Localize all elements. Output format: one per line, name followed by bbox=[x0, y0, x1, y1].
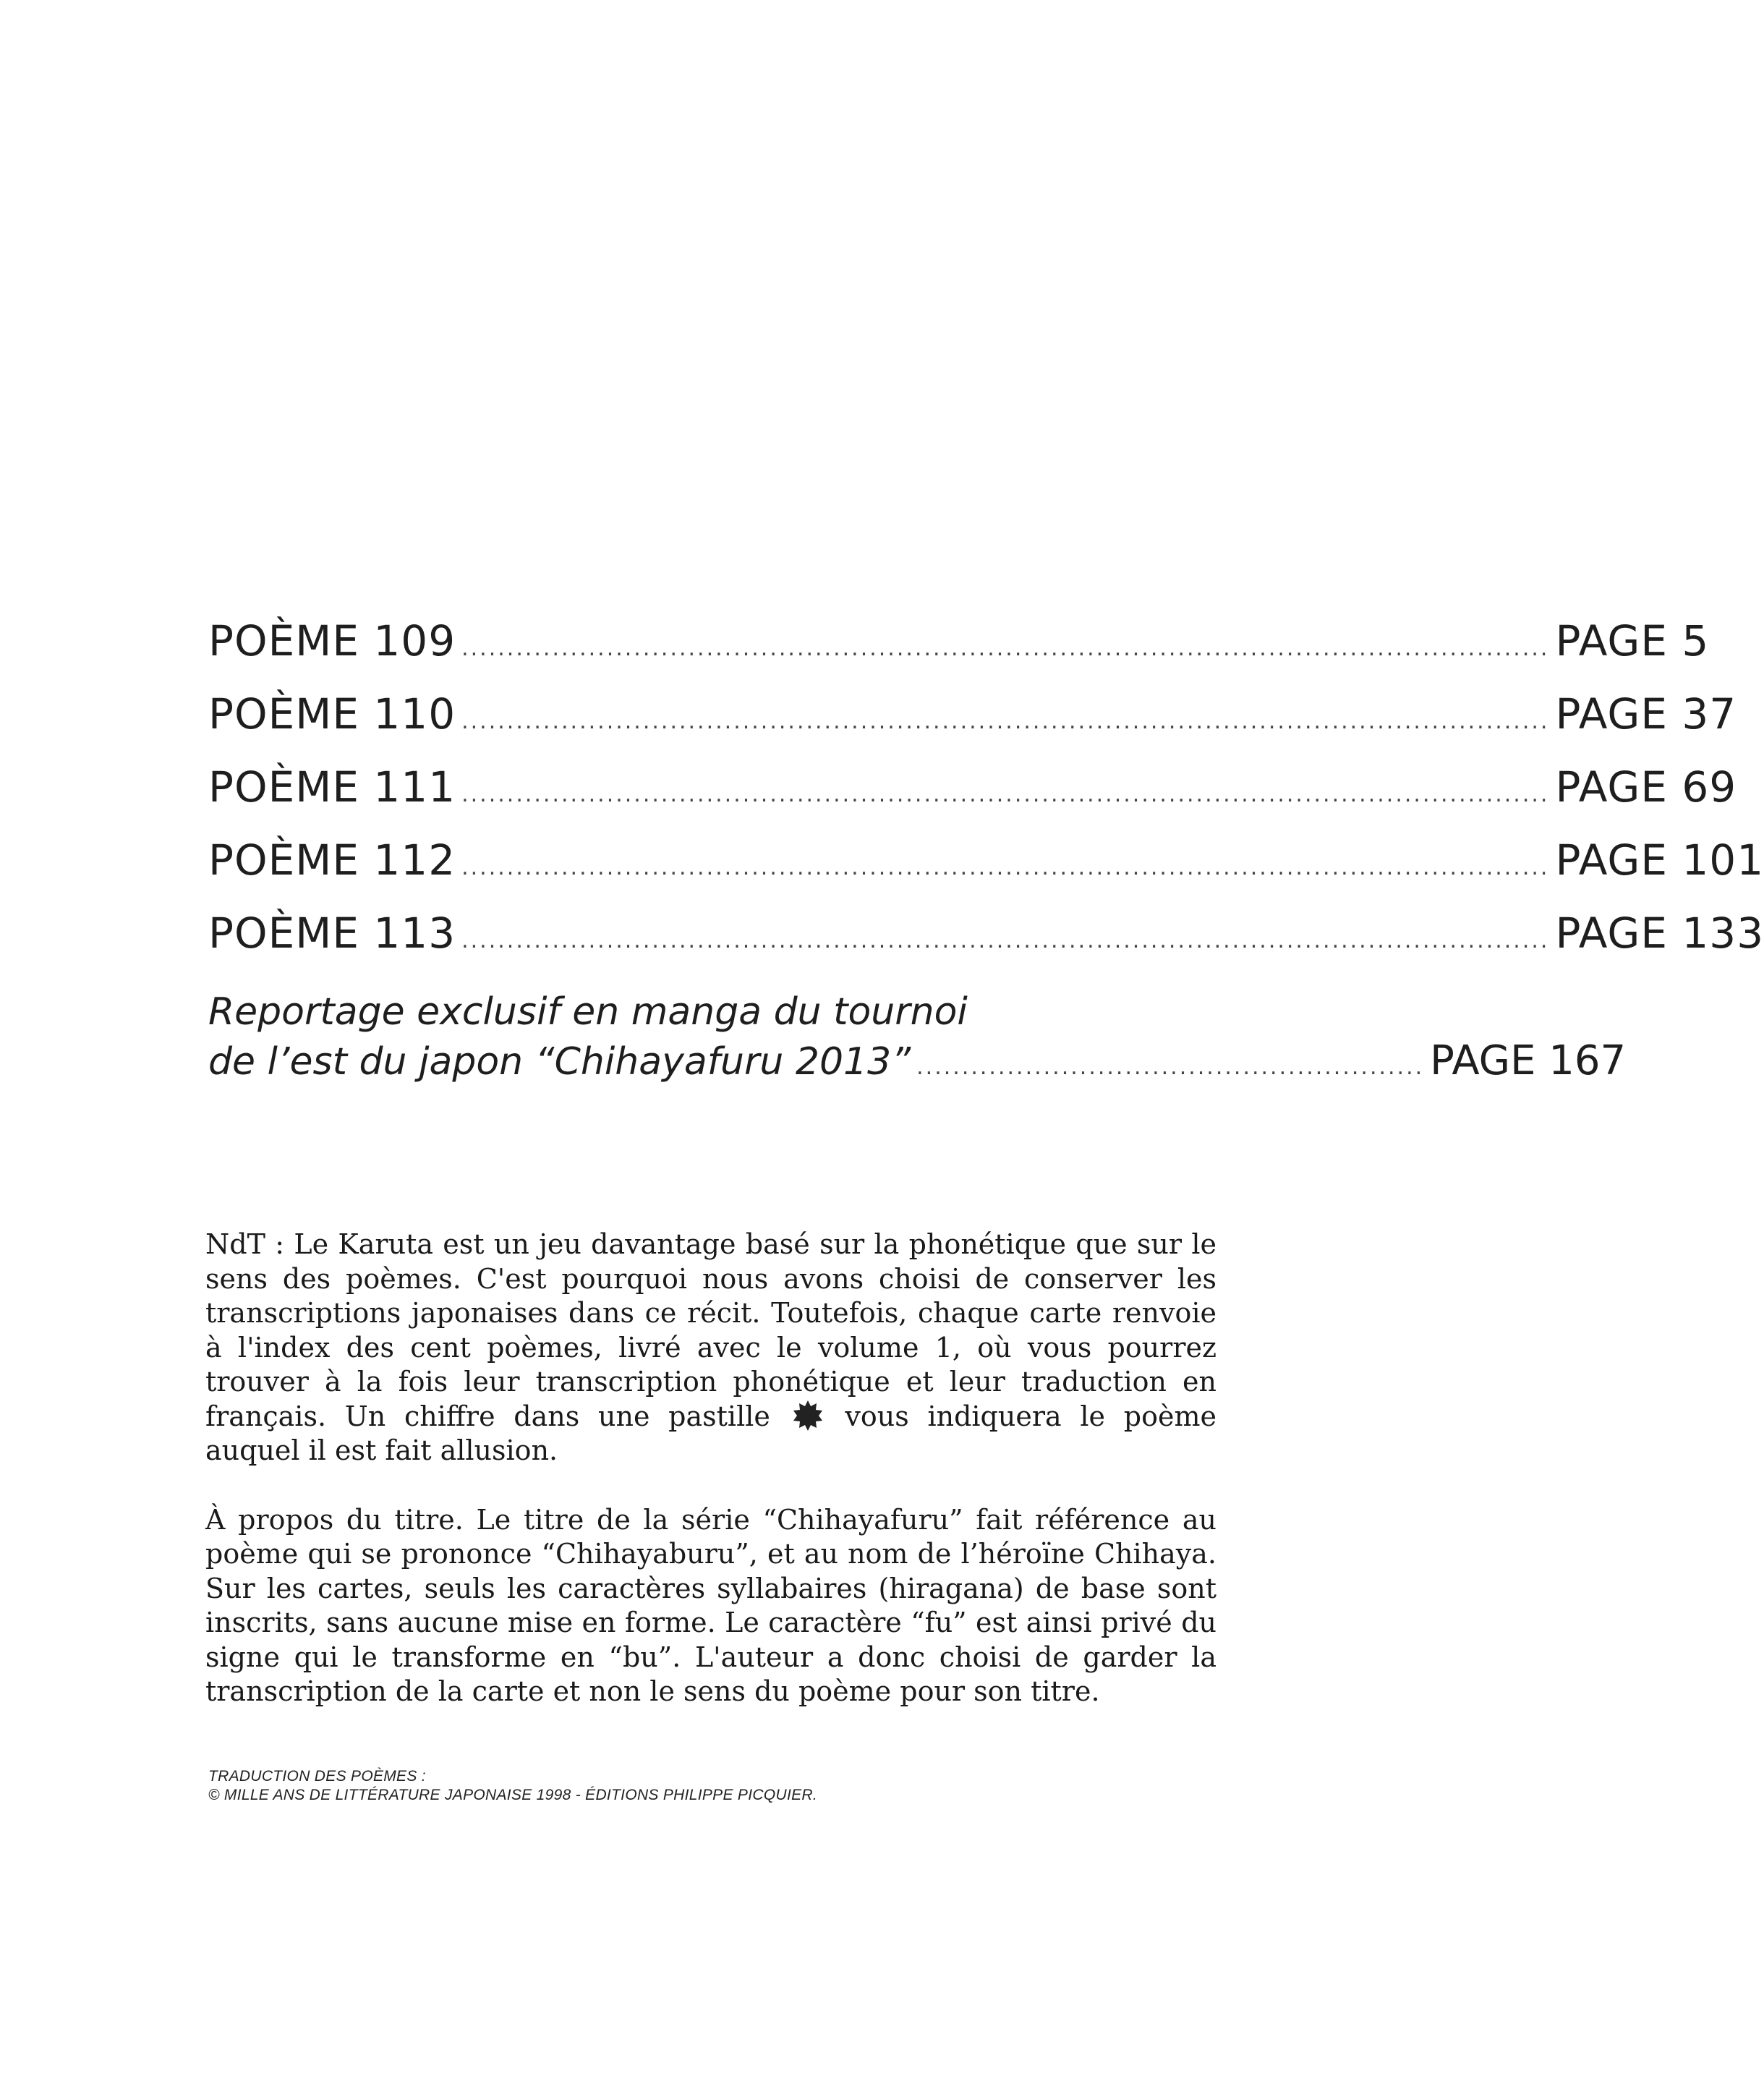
toc-entry-title: POÈME 113 bbox=[208, 909, 456, 958]
toc-leader-dots: ........................................................................................................................ bbox=[461, 782, 1550, 807]
toc-entry-page: PAGE 167 bbox=[1430, 1037, 1627, 1084]
toc-entry-page: PAGE 133 bbox=[1555, 909, 1764, 958]
toc-special-last-line bbox=[208, 1037, 1627, 1092]
translation-credit bbox=[208, 1767, 1076, 1805]
toc-special-title-line2: de l’est du japon “Chihayafuru 2013” bbox=[208, 1040, 911, 1084]
toc-entry[interactable] bbox=[208, 762, 1737, 835]
ndt-text-before-icon: NdT : Le Karuta est un jeu davantage basé sur la phonétique que sur le sens des poèmes. C'est pourquoi nous avons choisi de conserver les transcriptions japonaises dans ce récit. Toutefois, chaque carte renvoie à l'index des cent poèmes, livré avec le volume 1, où vous pourrez trouver à la fois leur transcription phonétique et leur traduction en français. Un chiffre dans une pastille bbox=[205, 1228, 1217, 1432]
toc-entry[interactable] bbox=[208, 689, 1737, 762]
toc-entry[interactable] bbox=[208, 835, 1764, 909]
toc-leader-dots: ........................................................................................................................ bbox=[461, 855, 1550, 880]
pastille-icon bbox=[792, 1400, 824, 1432]
toc-entry-page: PAGE 37 bbox=[1555, 689, 1737, 739]
table-of-contents bbox=[208, 616, 1764, 1092]
toc-leader-dots: ........................................................................................................................ bbox=[461, 928, 1550, 953]
ndt-text-after-icon: vous indiquera le poème auquel il est fait allusion. bbox=[205, 1400, 1217, 1466]
ndt-paragraph bbox=[205, 1228, 1217, 1468]
toc-entry[interactable] bbox=[208, 616, 1710, 689]
credit-line-2: © MILLE ANS DE LITTÉRATURE JAPONAISE 1998 - ÉDITIONS PHILIPPE PICQUIER. bbox=[208, 1787, 817, 1803]
translator-notes bbox=[205, 1228, 1217, 1744]
toc-special-title-line1: Reportage exclusif en manga du tournoi bbox=[208, 990, 968, 1034]
toc-entry-page: PAGE 69 bbox=[1555, 762, 1737, 812]
toc-leader-dots: ........................................................................................................................ bbox=[461, 709, 1550, 734]
toc-entry-title: POÈME 112 bbox=[208, 835, 456, 885]
toc-leader-dots: ........................................................................................................................ bbox=[461, 636, 1550, 661]
toc-entry-title: POÈME 109 bbox=[208, 616, 456, 665]
toc-entry-page: PAGE 101 bbox=[1555, 835, 1764, 885]
toc-entry-title: POÈME 110 bbox=[208, 689, 456, 739]
credit-line-1: TRADUCTION DES POÈMES : bbox=[208, 1768, 426, 1785]
toc-special-entry[interactable] bbox=[208, 987, 1627, 1092]
toc-entry[interactable] bbox=[208, 909, 1764, 982]
toc-entry-title: POÈME 111 bbox=[208, 762, 456, 812]
title-note-paragraph: À propos du titre. Le titre de la série “Chihayafuru” fait référence au poème qui se prononce “Chihayaburu”, et au nom de l’héroïne Chihaya. Sur les cartes, seuls les caractères syllabaires (hiragana) de base sont inscrits, sans aucune mise en forme. Le caractère “fu” est ainsi privé du signe qui le transforme en “bu”. L'auteur a donc choisi de garder la transcription de la carte et non le sens du poème pour son titre. bbox=[205, 1503, 1217, 1707]
toc-entry-page: PAGE 5 bbox=[1555, 616, 1710, 665]
toc-leader-dots: ........................................................ bbox=[916, 1055, 1425, 1080]
